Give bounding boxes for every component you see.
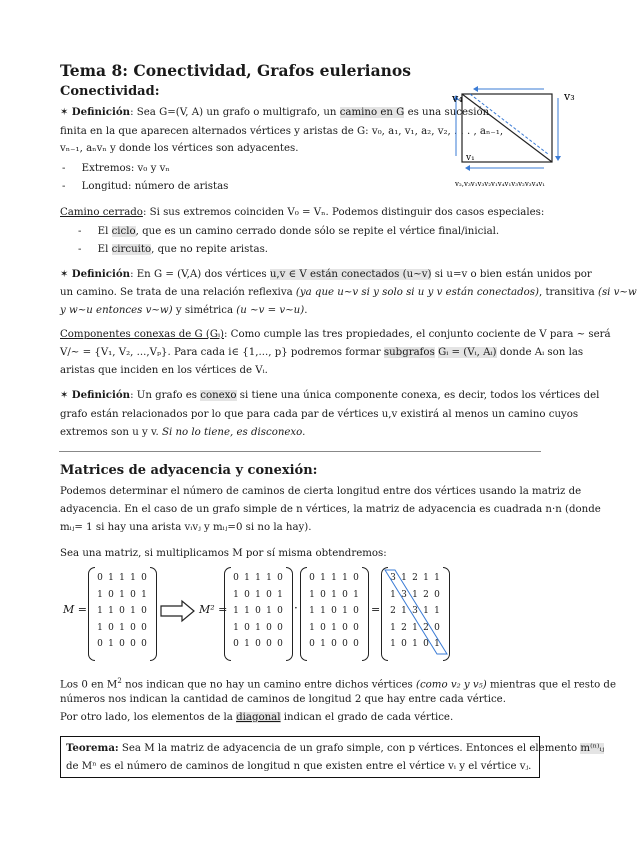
matrix-cell: 0 [342,639,348,649]
arrowhead-icon [473,86,478,92]
matrix-cell: 1 [130,606,136,616]
bullet-ciclo: - El ciclo, que es un camino cerrado donde sólo se repite el vértice final/inicial. [78,226,500,237]
explain-line2: números nos indican la cantidad de caminos de longitud 2 que hay entre cada vértice. [60,694,506,705]
matrix-row [91,620,153,637]
matrix-cell: 0 [266,639,272,649]
matrix-cell: 0 [130,622,136,633]
matrix-cell: 0 [342,622,348,633]
matrix-cell: 1 [97,589,103,600]
matrix-cell: 1 [434,639,440,649]
matrix-row [227,636,289,653]
m-label: M = [63,603,87,616]
comp-line2: V/~ = {V₁, V₂, ...,Vₚ}. Para cada i∈ {1,..., p} podremos formar subgrafos Gᵢ = (Vᵢ, Aᵢ) donde Aᵢ son las [60,347,584,358]
matrix-cell: 2 [412,573,418,583]
matrix-cell: 0 [141,573,147,583]
m2-label: M² = [199,603,228,616]
matrix-cell: 0 [434,589,440,600]
bullet-circuito: - El circuito, que no repite aristas. [78,244,269,255]
matrix-cell: 1 [97,622,103,633]
matrix-cell: 1 [244,606,250,616]
matrix-cell: 0 [130,639,136,649]
arrowhead-icon [465,165,470,171]
matrix-row [303,570,365,587]
implies-arrow-icon [160,600,196,622]
matrix-cell: 0 [277,573,283,583]
matrix-cell: 1 [309,606,315,616]
matrix-cell: 1 [342,573,348,583]
section-heading-matrices: Matrices de adyacencia y conexión: [60,463,318,478]
matrix-cell: 0 [266,622,272,633]
bracket-right [150,567,157,661]
matrix-cell: 0 [119,639,125,649]
matrix-cell: 0 [255,639,261,649]
dot-operator: · [294,601,298,615]
matrix-cell: 1 [233,589,239,600]
theorem-line1: Teorema: Sea M la matriz de adyacencia de un grafo simple, con p vértices. Entonces el elemento m⁽ⁿ⁾ᵢⱼ [66,742,605,754]
bullet-extremos: - Extremos: v₀ y vₙ [62,163,170,174]
graph-diagonal [462,94,552,162]
matrix-cell: 1 [233,622,239,633]
matrix-cell: 0 [353,622,359,633]
matrix-cell: 1 [108,573,114,583]
matrix-cell: 1 [401,573,407,583]
matrix-cell: 0 [97,639,103,649]
matrix-cell: 1 [331,622,337,633]
path-arrow-diagonal [470,94,548,154]
matrix-cell: 0 [277,639,283,649]
matrix-m-right-factor [303,570,365,653]
mat-para-line2: adyacencia. En el caso de un grafo simple de n vértices, la matriz de adyacencia es cuadrada n·n (donde [60,504,601,515]
matrix-cell: 0 [434,622,440,633]
matrix-row [303,587,365,604]
arrowhead-icon [555,156,561,161]
matrix-cell: 0 [320,622,326,633]
bracket-right [286,567,293,661]
matrix-cell: 0 [108,589,114,600]
matrix-cell: 1 [412,589,418,600]
diagonal-highlight [381,566,451,662]
def2-line2: un camino. Se trata de una relación reflexiva (ya que u~v si y solo si u y v están conectados), transitiva (si v~w [60,287,637,298]
matrix-cell: 2 [390,606,396,616]
matrix-cell: 1 [434,573,440,583]
vertex-v1: v₁ [466,153,475,163]
matrix-cell: 1 [320,606,326,616]
matrix-cell: 1 [255,622,261,633]
matrix-row [227,570,289,587]
matrix-cell: 1 [309,589,315,600]
def2-line3: y w~u entonces v~w) y simétrica (u ~v = v~u). [60,305,308,316]
matrix-m [91,570,153,653]
matrix-cell: 1 [97,606,103,616]
divider [59,451,541,452]
mat-para-line1: Podemos determinar el número de caminos de cierta longitud entre dos vértices usando la matriz de [60,486,582,497]
matrix-cell: 0 [423,639,429,649]
matrix-cell: 1 [401,606,407,616]
graph-figure [448,86,588,190]
matrix-cell: 1 [320,639,326,649]
cerrado-line: Camino cerrado: Si sus extremos coinciden V₀ = Vₙ. Podemos distinguir dos casos especiales: [60,207,545,218]
star-icon: ✶ [60,107,69,118]
explain-line1: Los 0 en $M^2$ nos indican que no hay un camino entre dichos vértices (como v₂ y v₅) mientras que el resto de [60,677,616,691]
matrix-cell: 1 [119,622,125,633]
matrix-cell: 2 [423,622,429,633]
star-icon: ✶ [60,390,69,401]
page-title: Tema 8: Conectividad, Grafos eulerianos [60,61,411,80]
vertex-v3: v₃ [564,90,575,103]
theorem-line2: de Mⁿ es el número de caminos de longitud n que existen entre el vértice vᵢ y el vértice vⱼ. [66,761,532,772]
matrix-cell: 3 [390,573,396,583]
matrix-cell: 1 [255,573,261,583]
matrix-cell: 0 [266,589,272,600]
matrix-cell: 1 [412,639,418,649]
def1-line3: vₙ₋₁, aₙvₙ y donde los vértices son adyacentes. [60,143,299,154]
matrix-cell: 1 [244,573,250,583]
matrix-cell: 0 [331,639,337,649]
matrix-cell: 0 [130,589,136,600]
def1-line1: ✶ Definición: Sea G=(V, A) un grafo o multigrafo, un camino en G es una sucesión [60,106,490,118]
vertex-v4: v₄ [452,92,463,105]
matrix-cell: 0 [277,606,283,616]
matrix-cell: 1 [309,622,315,633]
matrix-cell: 0 [277,622,283,633]
matrix-cell: 1 [266,573,272,583]
matrix-cell: 1 [412,622,418,633]
explain-line3: Por otro lado, los elementos de la diagonal indican el grado de cada vértice. [60,712,454,723]
matrix-cell: 1 [233,606,239,616]
matrix-cell: 1 [108,606,114,616]
matrix-row [227,620,289,637]
matrix-row [227,603,289,620]
matrix-cell: 0 [255,606,261,616]
matrix-row [91,636,153,653]
matrix-cell: 1 [390,639,396,649]
matrix-cell: 1 [244,639,250,649]
matrix-cell: 0 [141,639,147,649]
def1-line2: finita en la que aparecen alternados vértices y aristas de G: v₀, a₁, v₁, a₂, v₂, . . . , aₙ₋₁, [60,126,504,137]
matrix-cell: 1 [320,573,326,583]
matrix-cell: 1 [342,606,348,616]
matrix-cell: 0 [233,639,239,649]
matrix-row [91,603,153,620]
equals-sign: = [371,603,381,616]
matrix-cell: 1 [119,589,125,600]
matrix-cell: 1 [390,622,396,633]
matrix-m-left-factor [227,570,289,653]
matrix-cell: 1 [255,589,261,600]
matrix-cell: 1 [390,589,396,600]
def3-line3: extremos son u y v. Si no lo tiene, es disconexo. [60,427,306,438]
highlight-camino: camino en G [339,107,405,118]
matrix-cell: 1 [277,589,283,600]
matrix-row [303,603,365,620]
matrix-cell: 0 [353,573,359,583]
comp-line3: aristas que inciden en los vértices de Vᵢ. [60,365,268,376]
matrix-cell: 0 [141,606,147,616]
matrix-cell: 0 [342,589,348,600]
mat-para-line3: mᵢⱼ= 1 si hay una arista vᵢvⱼ y mᵢⱼ=0 si no la hay). [60,522,312,533]
def3-line2: grafo están relacionados por lo que para cada par de vértices u,v existirá al menos un camino cuyos [60,409,579,420]
matrix-cell: 1 [108,639,114,649]
bracket-right [362,567,369,661]
matrix-cell: 3 [401,589,407,600]
def2-line1: ✶ Definición: En G = (V,A) dos vértices u,v ∈ V están conectados (u~v) si u=v o bien están unidos por [60,268,592,280]
matrix-cell: 0 [108,622,114,633]
section-heading-conectividad: Conectividad: [60,84,160,99]
matrix-cell: 0 [320,589,326,600]
matrix-cell: 3 [412,606,418,616]
matrix-cell: 0 [401,639,407,649]
matrix-row [303,620,365,637]
matrix-cell: 2 [423,589,429,600]
matrix-cell: 0 [331,606,337,616]
matrix-cell: 0 [353,606,359,616]
matrix-row [91,570,153,587]
matrix-cell: 1 [119,573,125,583]
mat-para-line4: Sea una matriz, si multiplicamos M por sí misma obtendremos: [60,548,387,559]
matrix-cell: 0 [141,622,147,633]
matrix-cell: 1 [331,573,337,583]
matrix-row [303,636,365,653]
bullet-longitud: - Longitud: número de aristas [62,181,229,192]
matrix-cell: 0 [309,573,315,583]
matrix-cell: 0 [119,606,125,616]
matrix-cell: 0 [309,639,315,649]
matrix-cell: 1 [423,573,429,583]
matrix-cell: 0 [353,639,359,649]
matrix-cell: 0 [244,622,250,633]
matrix-cell: 0 [233,573,239,583]
path-caption: v₂,v₃v₁v₃v₂v₁v₄v₁v₃v₂v₃v₄v₁ [455,180,546,188]
matrix-cell: 0 [97,573,103,583]
matrix-cell: 1 [130,573,136,583]
matrix-row [91,587,153,604]
matrix-cell: 1 [423,606,429,616]
def3-line1: ✶ Definición: Un grafo es conexo si tiene una única componente conexa, es decir, todos los vértices del [60,389,600,401]
matrix-cell: 1 [434,606,440,616]
matrix-cell: 0 [244,589,250,600]
matrix-cell: 1 [331,589,337,600]
matrix-cell: 1 [353,589,359,600]
matrix-cell: 1 [141,589,147,600]
comp-line1: Componentes conexas de G (Gᵢ): Como cumple las tres propiedades, el conjunto cociente de V para ~ será [60,329,611,340]
matrix-row [227,587,289,604]
star-icon: ✶ [60,269,69,280]
matrix-cell: 2 [401,622,407,633]
matrix-cell: 1 [266,606,272,616]
